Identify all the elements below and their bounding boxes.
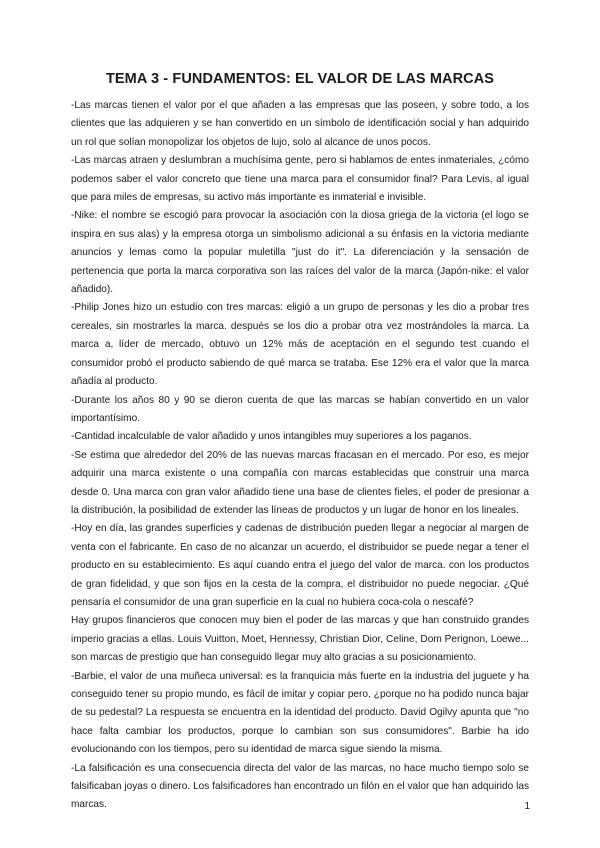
paragraph-distribution: -Hoy en día, las grandes superficies y cadenas de distribución pueden llegar a negociar al margen de venta con el fabricante. En caso de no alcanzar un acuerdo, el distribuidor se puede negar a tener el producto en su establecimiento. Es aquí cuando entra el juego del valor de marca. con los productos de gran fidelidad, y que son fijos en la cesta de la compra, el distribuidor no puede negociar. ¿Qué pensaría el consumidor de una gran superficie en la cual no hubiera coca-cola o nescafé? <box>71 523 529 608</box>
paragraph-added-value: -Cantidad incalculable de valor añadido y unos intangibles muy superiores a los paganos. <box>71 431 472 443</box>
paragraph-nike: -Nike: el nombre se escogió para provocar la asociación con la diosa griega de la victoria (el logo se inspira en sus alas) y la empresa otorga un simbolismo adicional a su énfasis en la victoria mediante anuncios y lemas como la popular muletilla "just do it". La diferenciación y la sensación de pertenencia que porta la marca corporativa son las raíces del valor de la marca (Japón-nike: el valor añadido). <box>71 210 529 296</box>
paragraph-philip-jones-study: -Philip Jones hizo un estudio con tres marcas: eligió a un grupo de personas y les dio a probar tres cereales, sin mostrarles la marca. después se los dio a probar otra vez mostrándoles la marca. La marca a, líder de mercado, obtuvo un 12% más de aceptación en el segundo test cuando el consumidor probó el producto sabiendo de qué marca se trataba. Ese 12% era el valor que la marca añadía al producto. <box>71 302 529 388</box>
page-number: 1 <box>524 801 530 812</box>
paragraph-barbie: -Barbie, el valor de una muñeca universal: es la franquicia más fuerte en la industria del juguete y ha conseguido tener su propio mundo, es fácil de imitar y copiar pero, ¿porque no ha podido nunca bajar de su pedestal? La respuesta se encuentra en la identidad del producto. David Ogilvy apunta que "no hace falta cambiar los productos, porque lo cambian son sus consumidores". Barbie ha ido evolucionando con los tiempos, pero su identidad de marca sigue siendo la misma. <box>71 670 529 756</box>
paragraph-brand-value: -Las marcas tienen el valor por el que añaden a las empresas que las poseen, y sobre todo, a los clientes que las adquieren y se han convertido en un símbolo de identificación social y han adquirido un rol que solían monopolizar los objetos de lujo, solo al alcance de unos pocos. <box>71 100 529 148</box>
paragraph-80s-90s: -Durante los años 80 y 90 se dieron cuenta de que las marcas se habían convertido en un valor importantísimo. <box>71 394 529 424</box>
paragraph-financial-groups: Hay grupos financieros que conocen muy bien el poder de las marcas y que han construido grandes imperio gracias a ellas. Louis Vuitton, Moet, Hennessy, Christian Dior, Celine, Dom Perignon, Loewe... son marcas de prestigio que han conseguido llegar muy alto gracias a su posicionamiento. <box>71 615 529 664</box>
paragraph-new-brands-fail: -Se estima que alrededor del 20% de las nuevas marcas fracasan en el mercado. Por eso, es mejor adquirir una marca existente o una compañía con marcas establecidas que construir una marca desde 0. Una marca con gran valor añadido tiene una base de clientes fieles, el poder de presionar a la distribución, la posibilidad de extender las líneas de productos y un lugar de honor en los lineales. <box>71 449 529 516</box>
paragraph-immaterial-assets: -Las marcas atraen y deslumbran a muchísima gente, pero si hablamos de entes inmateriales, ¿cómo podemos saber el valor concreto que tiene una marca para el consumidor final? Para Levis, al igual que para miles de empresas, su activo más importante es inmaterial e invisible. <box>71 155 529 204</box>
page-title: TEMA 3 - FUNDAMENTOS: EL VALOR DE LAS MARCAS <box>105 71 495 87</box>
document-body <box>71 97 529 815</box>
paragraph-counterfeiting: -La falsificación es una consecuencia directa del valor de las marcas, no hace mucho tiempo solo se falsificaban joyas o dinero. Los falsificadores han encontrado un filón en el valor que han adquirido las marcas. <box>71 762 529 811</box>
